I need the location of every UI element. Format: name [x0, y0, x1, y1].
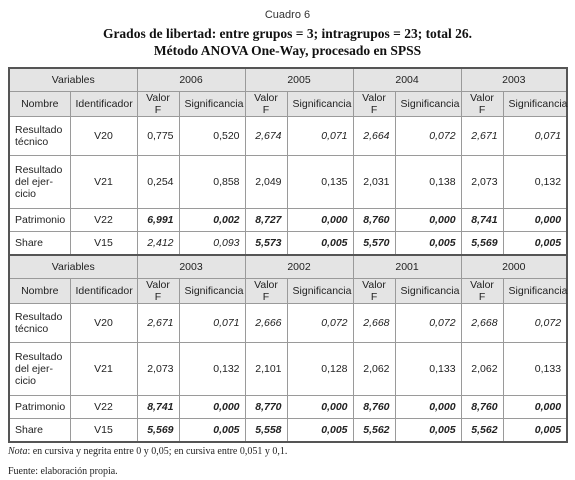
significancia-cell: 0,071 — [287, 117, 353, 156]
valor-f-cell: 6,991 — [137, 209, 179, 232]
variable-name-cell: Resultado técnico — [9, 117, 70, 156]
table-row — [9, 232, 567, 256]
column-header-row — [9, 279, 567, 304]
year-header: 2003 — [137, 255, 245, 279]
table-row — [9, 117, 567, 156]
significancia-header: Significancia — [179, 92, 245, 117]
valor-f-cell: 8,760 — [353, 209, 395, 232]
variable-name-cell: Share — [9, 232, 70, 256]
significancia-cell: 0,000 — [179, 396, 245, 419]
variable-name-cell: Resultado del ejer-cicio — [9, 343, 70, 396]
year-header: 2005 — [245, 68, 353, 92]
table-title-line1: Grados de libertad: entre grupos = 3; intragrupos = 23; total 26. — [102, 26, 473, 41]
year-header-row — [9, 255, 567, 279]
valor-f-cell: 2,674 — [245, 117, 287, 156]
variable-name-cell: Resultado del ejer-cicio — [9, 156, 70, 209]
table-row — [9, 419, 567, 443]
year-header: 2004 — [353, 68, 461, 92]
valor-f-cell: 5,558 — [245, 419, 287, 443]
valor-f-cell: 8,741 — [137, 396, 179, 419]
valor-f-cell: 2,412 — [137, 232, 179, 256]
valor-f-header: Valor F — [353, 279, 395, 304]
significancia-cell: 0,858 — [179, 156, 245, 209]
valor-f-cell: 2,062 — [461, 343, 503, 396]
significancia-cell: 0,005 — [179, 419, 245, 443]
variables-header: Variables — [9, 255, 137, 279]
variables-header: Variables — [9, 68, 137, 92]
significancia-cell: 0,002 — [179, 209, 245, 232]
significancia-cell: 0,135 — [287, 156, 353, 209]
variable-id-cell: V15 — [70, 232, 137, 256]
valor-f-cell: 0,775 — [137, 117, 179, 156]
valor-f-cell: 2,668 — [353, 304, 395, 343]
valor-f-cell: 2,049 — [245, 156, 287, 209]
valor-f-header: Valor F — [137, 279, 179, 304]
variable-name-cell: Patrimonio — [9, 209, 70, 232]
valor-f-cell: 2,666 — [245, 304, 287, 343]
column-header-row — [9, 92, 567, 117]
significancia-cell: 0,132 — [503, 156, 567, 209]
valor-f-header: Valor F — [137, 92, 179, 117]
significancia-cell: 0,000 — [287, 396, 353, 419]
table-row — [9, 209, 567, 232]
note-text: : en cursiva y negrita entre 0 y 0,05; en cursiva entre 0,051 y 0,1. — [27, 446, 288, 457]
valor-f-cell: 2,031 — [353, 156, 395, 209]
table-row — [9, 156, 567, 209]
valor-f-cell: 5,570 — [353, 232, 395, 256]
table-row — [9, 304, 567, 343]
variable-id-cell: V15 — [70, 419, 137, 443]
table-note — [8, 446, 287, 457]
valor-f-cell: 8,760 — [353, 396, 395, 419]
valor-f-cell: 2,671 — [461, 117, 503, 156]
valor-f-cell: 5,573 — [245, 232, 287, 256]
identificador-header: Identificador — [70, 92, 137, 117]
significancia-cell: 0,128 — [287, 343, 353, 396]
variable-id-cell: V21 — [70, 156, 137, 209]
valor-f-cell: 5,569 — [461, 232, 503, 256]
nombre-header: Nombre — [9, 279, 70, 304]
valor-f-header: Valor F — [461, 92, 503, 117]
table-row — [9, 343, 567, 396]
variable-name-cell: Share — [9, 419, 70, 443]
valor-f-cell: 2,671 — [137, 304, 179, 343]
table-number-label: Cuadro 6 — [264, 9, 311, 21]
variable-id-cell: V20 — [70, 117, 137, 156]
significancia-header: Significancia — [503, 92, 567, 117]
year-header: 2001 — [353, 255, 461, 279]
year-header: 2002 — [245, 255, 353, 279]
significancia-cell: 0,133 — [395, 343, 461, 396]
significancia-cell: 0,072 — [503, 304, 567, 343]
year-header-row — [9, 68, 567, 92]
significancia-cell: 0,072 — [395, 304, 461, 343]
significancia-cell: 0,071 — [503, 117, 567, 156]
variable-id-cell: V22 — [70, 209, 137, 232]
significancia-cell: 0,005 — [503, 232, 567, 256]
significancia-cell: 0,005 — [503, 419, 567, 443]
valor-f-cell: 2,101 — [245, 343, 287, 396]
valor-f-cell: 8,760 — [461, 396, 503, 419]
significancia-cell: 0,093 — [179, 232, 245, 256]
significancia-cell: 0,005 — [395, 419, 461, 443]
variable-name-cell: Patrimonio — [9, 396, 70, 419]
significancia-cell: 0,138 — [395, 156, 461, 209]
valor-f-cell: 2,664 — [353, 117, 395, 156]
table-row — [9, 396, 567, 419]
valor-f-header: Valor F — [461, 279, 503, 304]
valor-f-cell: 2,668 — [461, 304, 503, 343]
valor-f-header: Valor F — [245, 279, 287, 304]
significancia-header: Significancia — [395, 92, 461, 117]
significancia-cell: 0,005 — [287, 419, 353, 443]
significancia-header: Significancia — [179, 279, 245, 304]
valor-f-cell: 8,727 — [245, 209, 287, 232]
valor-f-cell: 8,770 — [245, 396, 287, 419]
nombre-header: Nombre — [9, 92, 70, 117]
table-title-line2: Método ANOVA One-Way, procesado en SPSS — [153, 43, 422, 58]
significancia-cell: 0,005 — [287, 232, 353, 256]
significancia-cell: 0,000 — [503, 209, 567, 232]
valor-f-cell: 0,254 — [137, 156, 179, 209]
significancia-cell: 0,000 — [395, 209, 461, 232]
year-header: 2006 — [137, 68, 245, 92]
valor-f-cell: 5,562 — [353, 419, 395, 443]
significancia-cell: 0,520 — [179, 117, 245, 156]
valor-f-header: Valor F — [245, 92, 287, 117]
significancia-cell: 0,133 — [503, 343, 567, 396]
valor-f-cell: 5,562 — [461, 419, 503, 443]
variable-id-cell: V22 — [70, 396, 137, 419]
significancia-header: Significancia — [287, 279, 353, 304]
valor-f-cell: 2,073 — [137, 343, 179, 396]
significancia-header: Significancia — [503, 279, 567, 304]
significancia-header: Significancia — [287, 92, 353, 117]
variable-name-cell: Resultado técnico — [9, 304, 70, 343]
significancia-cell: 0,132 — [179, 343, 245, 396]
valor-f-cell: 5,569 — [137, 419, 179, 443]
table-source: Fuente: elaboración propia. — [8, 466, 118, 477]
significancia-cell: 0,071 — [179, 304, 245, 343]
valor-f-cell: 2,073 — [461, 156, 503, 209]
valor-f-header: Valor F — [353, 92, 395, 117]
variable-id-cell: V21 — [70, 343, 137, 396]
significancia-cell: 0,005 — [395, 232, 461, 256]
identificador-header: Identificador — [70, 279, 137, 304]
significancia-cell: 0,000 — [287, 209, 353, 232]
significancia-cell: 0,000 — [503, 396, 567, 419]
anova-table — [8, 67, 568, 443]
note-label: Nota — [8, 446, 28, 457]
year-header: 2003 — [461, 68, 567, 92]
significancia-cell: 0,072 — [395, 117, 461, 156]
significancia-cell: 0,072 — [287, 304, 353, 343]
significancia-cell: 0,000 — [395, 396, 461, 419]
significancia-header: Significancia — [395, 279, 461, 304]
valor-f-cell: 8,741 — [461, 209, 503, 232]
valor-f-cell: 2,062 — [353, 343, 395, 396]
year-header: 2000 — [461, 255, 567, 279]
variable-id-cell: V20 — [70, 304, 137, 343]
